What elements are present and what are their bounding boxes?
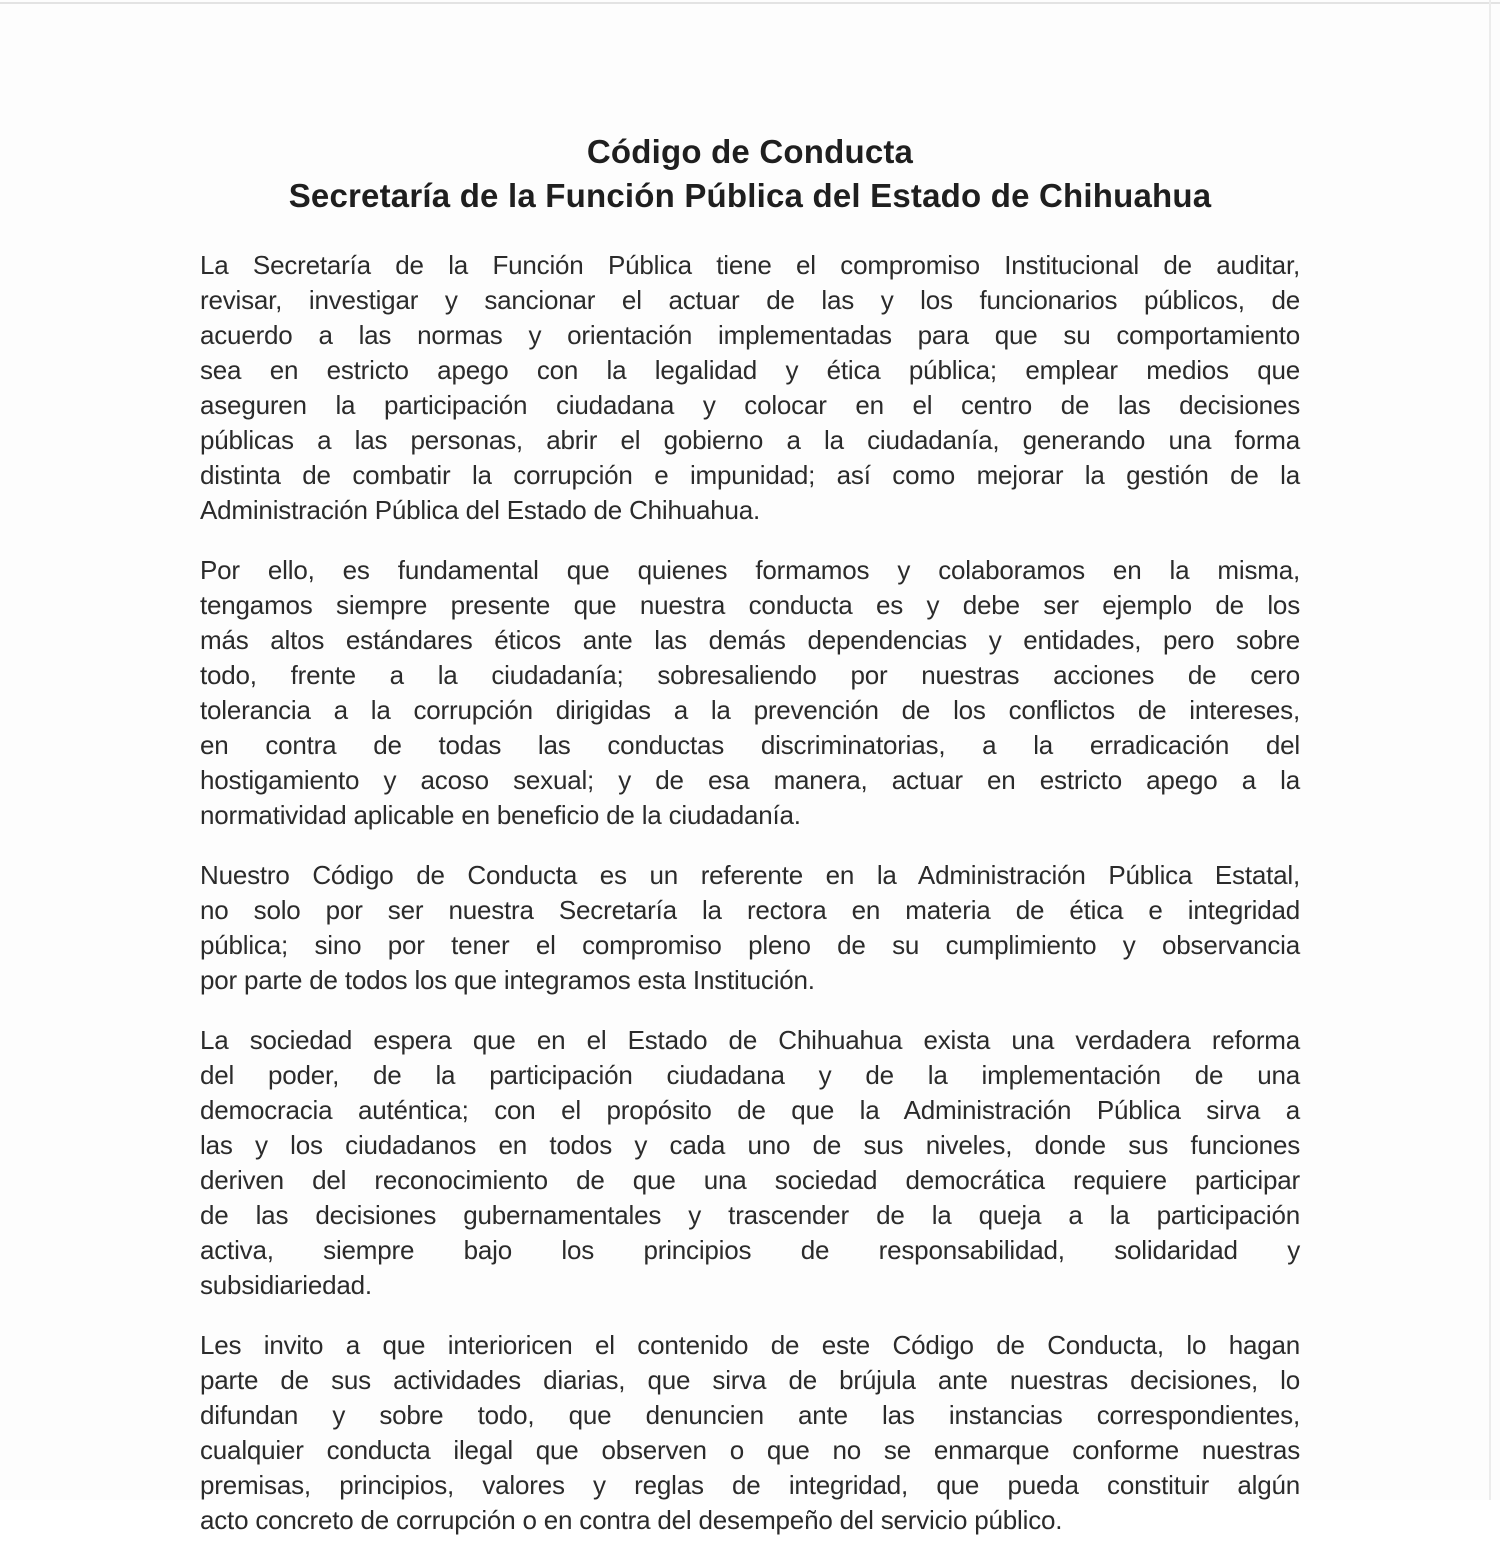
document-body <box>200 248 1300 1538</box>
paragraph <box>200 858 1300 998</box>
paragraph <box>200 553 1300 833</box>
text-line: tolerancia a la corrupción dirigidas a la prevención de los conflictos de intereses, <box>200 695 1300 725</box>
text-line: tengamos siempre presente que nuestra conducta es y debe ser ejemplo de los <box>200 590 1300 620</box>
text-line: pública; sino por tener el compromiso pleno de su cumplimiento y observancia <box>200 930 1300 960</box>
text-line: en contra de todas las conductas discriminatorias, a la erradicación del <box>200 730 1300 760</box>
text-line: distinta de combatir la corrupción e impunidad; así como mejorar la gestión de la <box>200 460 1300 490</box>
text-line: públicas a las personas, abrir el gobierno a la ciudadanía, generando una forma <box>200 425 1300 455</box>
text-line: difundan y sobre todo, que denuncien ante las instancias correspondientes, <box>200 1400 1300 1430</box>
text-line: Nuestro Código de Conducta es un referente en la Administración Pública Estatal, <box>200 860 1300 890</box>
text-line: por parte de todos los que integramos esta Institución. <box>200 965 815 995</box>
text-line: acto concreto de corrupción o en contra del desempeño del servicio público. <box>200 1505 1063 1535</box>
text-line: aseguren la participación ciudadana y colocar en el centro de las decisiones <box>200 390 1300 420</box>
scan-artifact-top-line <box>0 2 1500 4</box>
title-block <box>200 130 1300 218</box>
text-line: Por ello, es fundamental que quienes formamos y colaboramos en la misma, <box>200 555 1300 585</box>
text-line: cualquier conducta ilegal que observen o que no se enmarque conforme nuestras <box>200 1435 1300 1465</box>
paragraph <box>200 1023 1300 1303</box>
text-line: revisar, investigar y sancionar el actuar de las y los funcionarios públicos, de <box>200 285 1300 315</box>
text-line: normatividad aplicable en beneficio de la ciudadanía. <box>200 800 801 830</box>
document-subtitle: Secretaría de la Función Pública del Estado de Chihuahua <box>288 177 1212 214</box>
text-line: activa, siempre bajo los principios de responsabilidad, solidaridad y <box>200 1235 1300 1265</box>
text-line: más altos estándares éticos ante las demás dependencias y entidades, pero sobre <box>200 625 1300 655</box>
text-line: del poder, de la participación ciudadana y de la implementación de una <box>200 1060 1300 1090</box>
text-line: de las decisiones gubernamentales y trascender de la queja a la participación <box>200 1200 1300 1230</box>
text-line: sea en estricto apego con la legalidad y ética pública; emplear medios que <box>200 355 1300 385</box>
document-title: Código de Conducta <box>586 133 914 170</box>
text-line: La Secretaría de la Función Pública tiene el compromiso Institucional de auditar, <box>200 250 1300 280</box>
text-line: no solo por ser nuestra Secretaría la rectora en materia de ética e integridad <box>200 895 1300 925</box>
text-line: Les invito a que interioricen el contenido de este Código de Conducta, lo hagan <box>200 1330 1300 1360</box>
text-line: subsidiariedad. <box>200 1270 372 1300</box>
text-line: democracia auténtica; con el propósito de que la Administración Pública sirva a <box>200 1095 1300 1125</box>
text-line: las y los ciudadanos en todos y cada uno de sus niveles, donde sus funciones <box>200 1130 1300 1160</box>
text-line: premisas, principios, valores y reglas de integridad, que pueda constituir algún <box>200 1470 1300 1500</box>
text-line: Administración Pública del Estado de Chihuahua. <box>200 495 761 525</box>
text-line: parte de sus actividades diarias, que sirva de brújula ante nuestras decisiones, lo <box>200 1365 1300 1395</box>
scan-artifact-right-line <box>1489 0 1491 1500</box>
text-line: todo, frente a la ciudadanía; sobresaliendo por nuestras acciones de cero <box>200 660 1300 690</box>
text-line: acuerdo a las normas y orientación implementadas para que su comportamiento <box>200 320 1300 350</box>
text-line: La sociedad espera que en el Estado de Chihuahua exista una verdadera reforma <box>200 1025 1300 1055</box>
paragraph <box>200 1328 1300 1538</box>
text-line: deriven del reconocimiento de que una sociedad democrática requiere participar <box>200 1165 1300 1195</box>
document-content <box>200 130 1300 1563</box>
text-line: hostigamiento y acoso sexual; y de esa manera, actuar en estricto apego a la <box>200 765 1300 795</box>
paragraph <box>200 248 1300 528</box>
